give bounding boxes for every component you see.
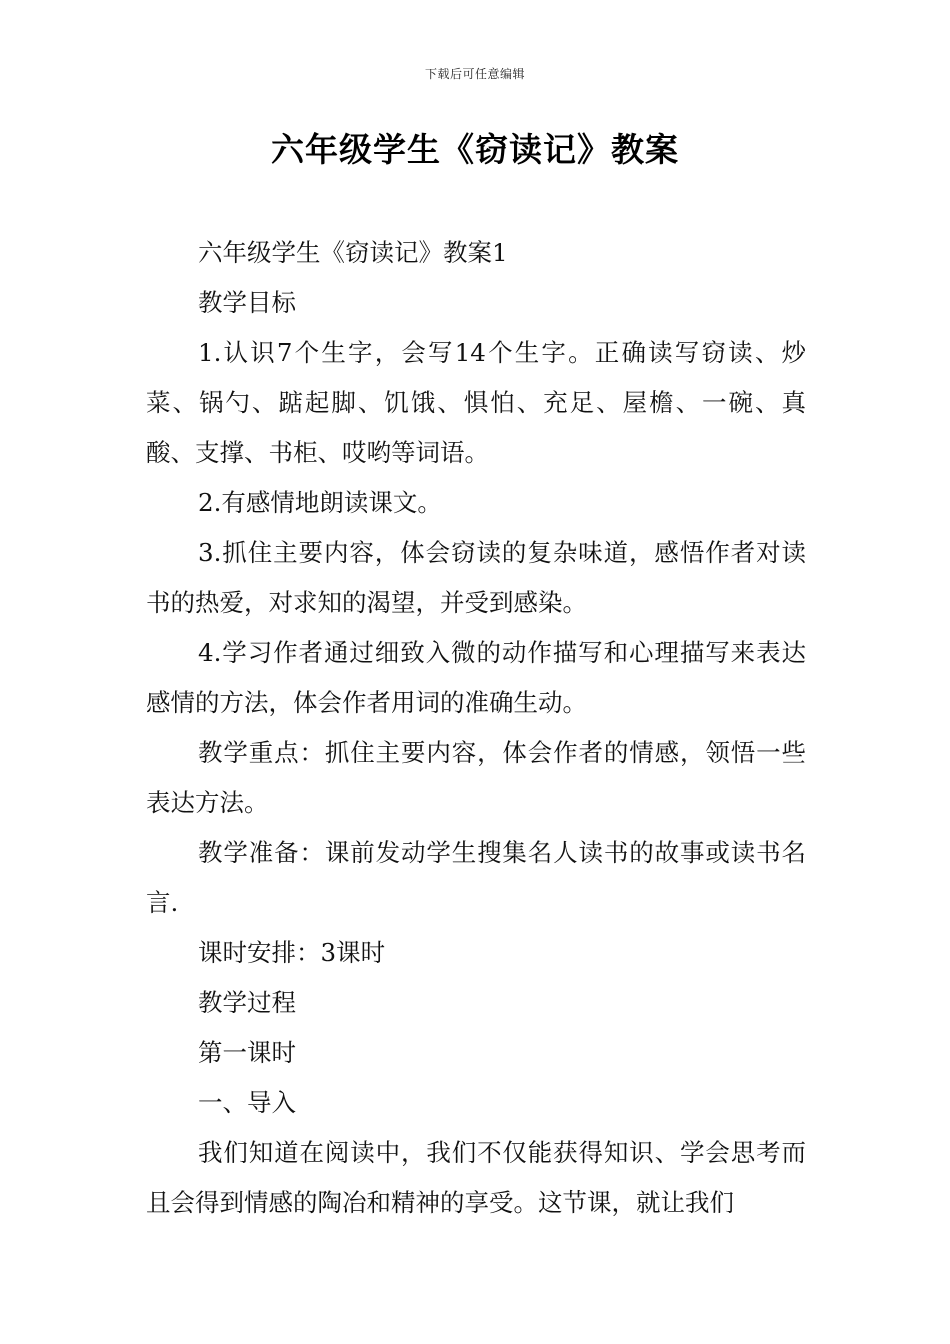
header-note: 下载后可任意编辑 [424, 67, 525, 81]
paragraph-process-heading: 教学过程 [198, 988, 296, 1017]
paragraph-intro-text: 我们知道在阅读中，我们不仅能获得知识、学会思考而且会得到情感的陶冶和精神的享受。这节课，就让我们 [146, 1138, 806, 1217]
paragraph-first-lesson: 第一课时 [198, 1038, 296, 1067]
document-title: 六年级学生《窃读记》教案 [271, 130, 679, 169]
paragraph-goal-1: 1.认识7个生字，会写14个生字。正确读写窃读、炒菜、锅勺、踮起脚、饥饿、惧怕、充足、屋檐、一碗、真酸、支撑、书柜、哎哟等词语。 [146, 338, 806, 467]
paragraph-goal-2: 2.有感情地朗读课文。 [198, 488, 442, 517]
document-body [146, 228, 806, 1228]
paragraph-goal-4: 4.学习作者通过细致入微的动作描写和心理描写来表达感情的方法，体会作者用词的准确生动。 [146, 638, 806, 717]
paragraph-key-points: 教学重点：抓住主要内容，体会作者的情感，领悟一些表达方法。 [146, 738, 806, 817]
paragraph-intro-heading: 一、导入 [198, 1088, 296, 1117]
paragraph-preparation: 教学准备：课前发动学生搜集名人读书的故事或读书名言. [146, 838, 806, 917]
paragraph-schedule: 课时安排：3课时 [198, 938, 386, 967]
paragraph-goal-3: 3.抓住主要内容，体会窃读的复杂味道，感悟作者对读书的热爱，对求知的渴望，并受到感染。 [146, 538, 806, 617]
paragraph-teaching-goals-heading: 教学目标 [198, 288, 296, 317]
paragraph-section-heading: 六年级学生《窃读记》教案1 [198, 238, 508, 267]
